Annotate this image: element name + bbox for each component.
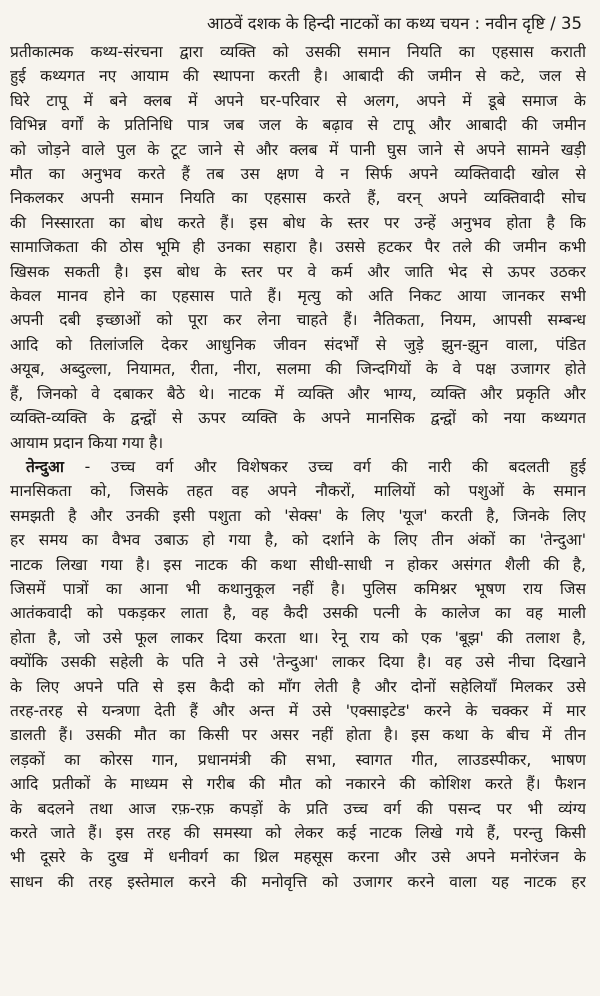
text-line: साधन की तरह इस्तेमाल करने की मनोवृत्ति को उजागर करने वाला यह नाटक हर (10, 872, 586, 891)
text-line: खिसक सकती है। इस बोध के स्तर पर वे कर्म और जाति भेद से ऊपर उठकर (10, 262, 586, 281)
text-line: हर समय का वैभव उबाऊ हो गया है, को दर्शाने के लिए तीन अंकों का 'तेन्दुआ' (10, 531, 586, 550)
running-header: आठवें दशक के हिन्दी नाटकों का कथ्य चयन : नवीन दृष्टि / 35 (206, 14, 582, 33)
text-line: हुई कथ्यगत नए आयाम की स्थापना करती है। आबादी की जमीन से कटे, जल से (10, 67, 586, 86)
text-line: तरह-तरह से यन्त्रणा देती हैं और अन्त में उसे 'एक्साइटेड' करने के चक्कर में मार (10, 701, 586, 720)
text-line: घिरे टापू में बने क्लब में अपने घर-परिवार से अलग, अपने में डूबे समाज के (10, 91, 586, 110)
text-line: की निस्सारता का बोध करते हैं। इस बोध के स्तर पर उन्हें अनुभव होता है कि (10, 213, 586, 232)
text-line: डालती हैं। उसकी मौत का किसी पर असर नहीं होता है। इस कथा के बीच में तीन (10, 726, 586, 745)
text-line: हैं, जिनको वे दबाकर बैठे थे। नाटक में व्यक्ति और भाग्य, व्यक्ति और प्रकृति और (10, 384, 586, 403)
text-line: लड़कों का कोरस गान, प्रधानमंत्री की सभा, स्वागत गीत, लाउडस्पीकर, भाषण (10, 750, 586, 769)
text-line: अपनी दबी इच्छाओं को पूरा कर लेना चाहते हैं। नैतिकता, नियम, आपसी सम्बन्ध (10, 311, 586, 330)
text-line: के बदलने तथा आज रफ़-रफ़ कपड़ों के प्रति उच्च वर्ग की पसन्द पर भी व्यंग्य (10, 799, 586, 818)
text-line: आदि प्रतीकों के माध्यम से गरीब की मौत को नकारने की कोशिश करते हैं। फैशन (10, 775, 586, 794)
text-line: व्यक्ति-व्यक्ति के द्वन्द्वों से ऊपर व्यक्ति के अपने मानसिक द्वन्द्वों को नया कथ्यगत (10, 409, 586, 428)
body-text (10, 40, 586, 894)
text-line: विभिन्न वर्गों के प्रतिनिधि पात्र जब जल के बढ़ाव से टापू और आबादी की जमीन (10, 116, 586, 135)
text-line: प्रतीकात्मक कथ्य-संरचना द्वारा व्यक्ति को उसकी समान नियति का एहसास कराती (10, 43, 586, 61)
text-line: आदि को तिलांजलि देकर आधुनिक जीवन संदर्भों से जुड़े झुन-झुन वाला, पंडित (10, 335, 586, 354)
play-title-tendua: तेन्दुआ (26, 457, 64, 476)
text-line: करते जाते हैं। इस तरह की समस्या को लेकर कई नाटक लिखे गये हैं, परन्तु किसी (10, 824, 586, 842)
text-line: मौत का अनुभव करते हैं तब उस क्षण वे न सिर्फ अपने व्यक्तिवादी खोल से (10, 165, 586, 184)
text-line (10, 455, 586, 479)
text-line: को जोड़ने वाले पुल के टूट जाने से और क्लब में पानी घुस जाने से अपने सामने खड़ी (10, 140, 586, 159)
paragraph-tendua (10, 455, 586, 894)
text-line: आतंकवादी को पकड़कर लाता है, वह कैदी उसकी पत्नी के कालेज का वह माली (10, 604, 586, 623)
paragraph-natak-theme (10, 40, 586, 455)
text-line: सामाजिकता की ठोस भूमि ही उनका सहारा है। उससे हटकर पैर तले की जमीन कभी (10, 238, 586, 257)
text-line: केवल मानव होने का एहसास पाते हैं। मृत्यु को अति निकट आया जानकर सभी (10, 287, 586, 306)
text-line: होता है, जो उसे फूल लाकर दिया करता था। रेनू राय को एक 'बूझ' की तलाश है, (10, 628, 586, 647)
text-line: भी दूसरे के दुख में धनीवर्ग का थ्रिल महसूस करना और उसे अपने मनोरंजन के (10, 848, 586, 867)
text-fragment: - उच्च वर्ग और विशेषकर उच्च वर्ग की नारी की बदलती हुई (63, 457, 586, 476)
text-line: मानसिकता को, जिसके तहत वह अपने नौकरों, मालियों को पशुओं के समान (10, 482, 586, 501)
text-line: के लिए अपने पति से इस कैदी को माँग लेती है और दोनों सहेलियाँ मिलकर उसे (10, 677, 586, 696)
text-line: निकलकर अपनी समान नियति का एहसास करते हैं, वरन् अपने व्यक्तिवादी सोच (10, 189, 586, 208)
text-line: अयूब, अब्दुल्ला, नियामत, रीता, नीरा, सलमा की जिन्दगियों के वे पक्ष उजागर होते (10, 360, 586, 379)
text-line: जिसमें पात्रों का आना भी कथानुकूल नहीं है। पुलिस कमिश्नर भूषण राय जिस (10, 579, 586, 598)
text-line: समझती है और उनकी इसी पशुता को 'सेक्स' के लिए 'यूज' करती है, जिनके लिए (10, 506, 586, 525)
text-line: नाटक लिखा गया है। इस नाटक की कथा सीधी-साधी न होकर असंगत शैली की है, (10, 555, 586, 574)
text-line: क्योंकि उसकी सहेली के पति ने उसे 'तेन्दुआ' लाकर दिया है। वह उसे नीचा दिखाने (10, 653, 586, 672)
text-line: आयाम प्रदान किया गया है। (10, 433, 164, 452)
